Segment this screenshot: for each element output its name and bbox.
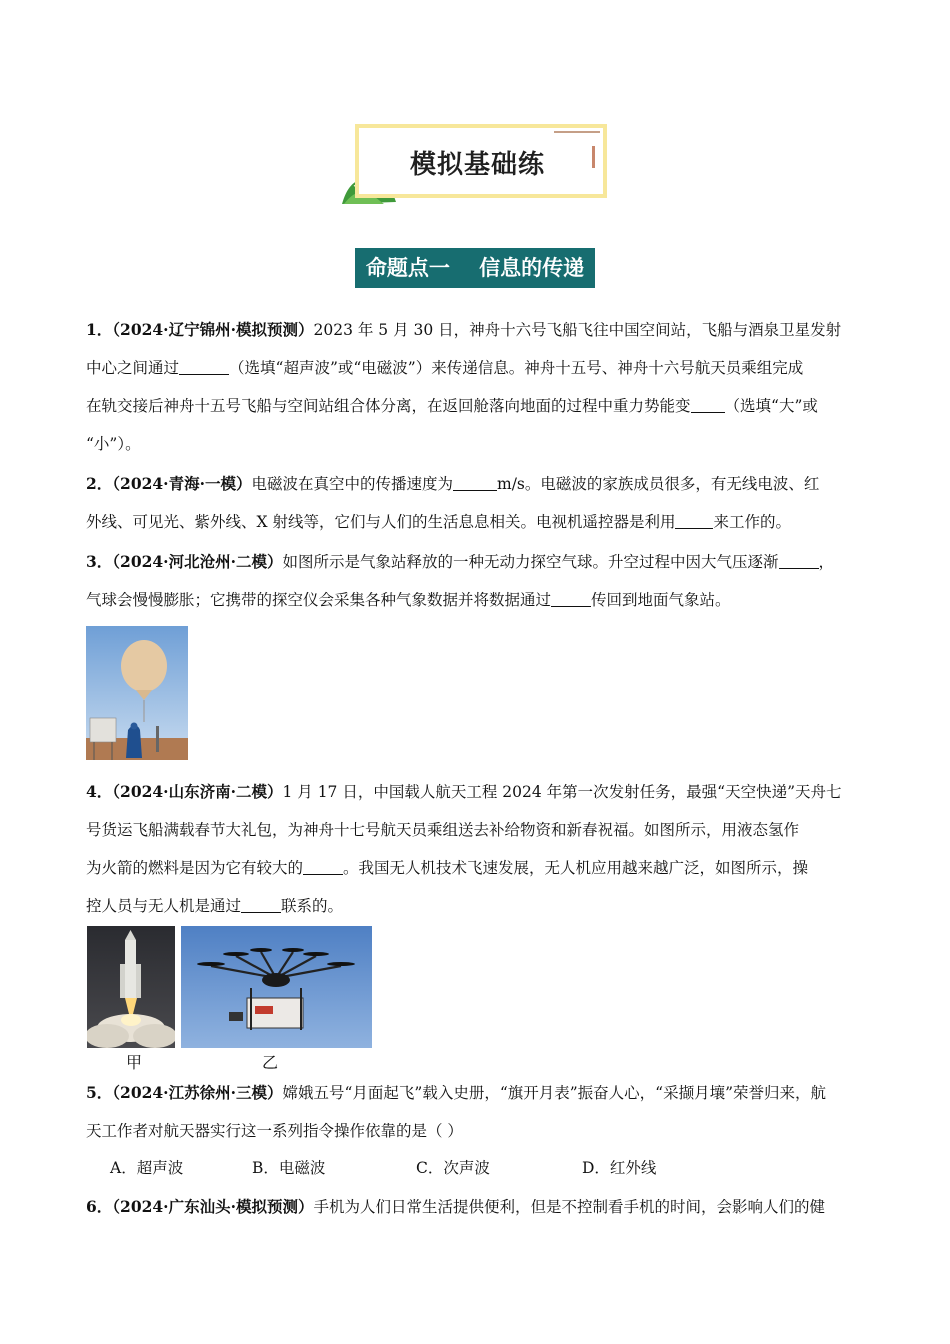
question-text: 在轨交接后神舟十五号飞船与空间站组合体分离，在返回舱落向地面的过程中重力势能变 [86,397,691,415]
question-text: 中心之间通过 [86,359,180,377]
question-text: （选填“超声波”或“电磁波”）来传递信息。神舟十五号、神舟十六号航天员乘组完成 [229,359,804,377]
question-text: 控人员与无人机是通过 [86,897,242,915]
question-4 [86,773,872,925]
option-a[interactable]: A．超声波 [110,1159,184,1177]
question-text: 天工作者对航天器实行这一系列指令操作依靠的是（ ） [86,1122,463,1140]
section-banner [340,124,610,208]
question-text: 为火箭的燃料是因为它有较大的 [86,859,304,877]
banner-title: 模拟基础练 [410,150,546,180]
question-text: 。我国无人机技术飞速发展，无人机应用越来越广泛，如图所示，操 [343,859,809,877]
option-c[interactable]: C．次声波 [416,1159,490,1177]
question-source: （2024·青海·一模） [112,474,252,493]
question-text: “小”）。 [86,435,141,453]
question-number: 3． [86,552,113,571]
weather-balloon-image [86,626,188,760]
question-text: （选填“大”或 [724,397,818,415]
banner-decoration [554,131,600,133]
question-1 [86,311,872,463]
question-number: 5． [86,1083,113,1102]
answer-blank[interactable] [303,858,343,875]
question-number: 1． [86,320,113,339]
question-6 [86,1188,872,1226]
question-text: 手机为人们日常生活提供便利，但是不控制看手机的时间，会影响人们的健 [313,1198,825,1216]
answer-blank[interactable] [551,590,591,607]
answer-blank[interactable] [691,396,725,413]
question-5 [86,1074,872,1150]
question-text: m/s。电磁波的家族成员很多，有无线电波、红 [497,475,820,493]
question-text: 来工作的。 [713,513,791,531]
question-source: （2024·河北沧州·二模） [112,552,283,571]
question-source: （2024·江苏徐州·三模） [112,1083,283,1102]
question-text: 嫦娥五号“月面起飞”载入史册，“旗开月表”振奋人心，“采撷月壤”荣誉归来，航 [282,1084,827,1102]
answer-blank[interactable] [779,552,819,569]
answer-blank[interactable] [241,896,281,913]
question-text: 外线、可见光、紫外线、X 射线等，它们与人们的生活息息相关。电视机遥控器是利用 [86,513,676,531]
question-source: （2024·辽宁锦州·模拟预测） [112,320,314,339]
question-text: 如图所示是气象站释放的一种无动力探空气球。升空过程中因大气压逐渐 [282,553,779,571]
answer-blank[interactable] [179,358,229,375]
drone-image [181,926,372,1048]
question-number: 2． [86,474,113,493]
answer-blank[interactable] [675,512,713,529]
figure-caption-yi: 乙 [262,1053,279,1072]
banner-decoration [592,146,595,168]
question-number: 4． [86,782,113,801]
question-text: 1 月 17 日，中国载人航天工程 2024 年第一次发射任务，最强“天空快递”天舟七 [282,783,842,801]
question-text: 电磁波在真空中的传播速度为 [251,475,453,493]
question-text: 2023 年 5 月 30 日，神舟十六号飞船飞往中国空间站，飞船与酒泉卫星发射 [313,321,842,339]
question-text: ， [818,553,835,571]
question-3 [86,543,872,619]
question-source: （2024·广东汕头·模拟预测） [112,1197,314,1216]
question-text: 传回到地面气象站。 [591,591,731,609]
figure-caption-jia: 甲 [126,1053,143,1072]
question-text: 气球会慢慢膨胀；它携带的探空仪会采集各种气象数据并将数据通过 [86,591,552,609]
option-d[interactable]: D．红外线 [582,1159,657,1177]
section-heading: 命题点一 信息的传递 [355,248,595,288]
answer-blank[interactable] [453,474,497,491]
question-number: 6． [86,1197,113,1216]
question-2 [86,465,872,541]
question-text: 号货运飞船满载春节大礼包，为神舟十七号航天员乘组送去补给物资和新春祝福。如图所示，用液态氢作 [86,821,800,839]
rocket-launch-image [87,926,175,1048]
question-text: 联系的。 [281,897,344,915]
option-b[interactable]: B．电磁波 [252,1159,326,1177]
question-source: （2024·山东济南·二模） [112,782,283,801]
